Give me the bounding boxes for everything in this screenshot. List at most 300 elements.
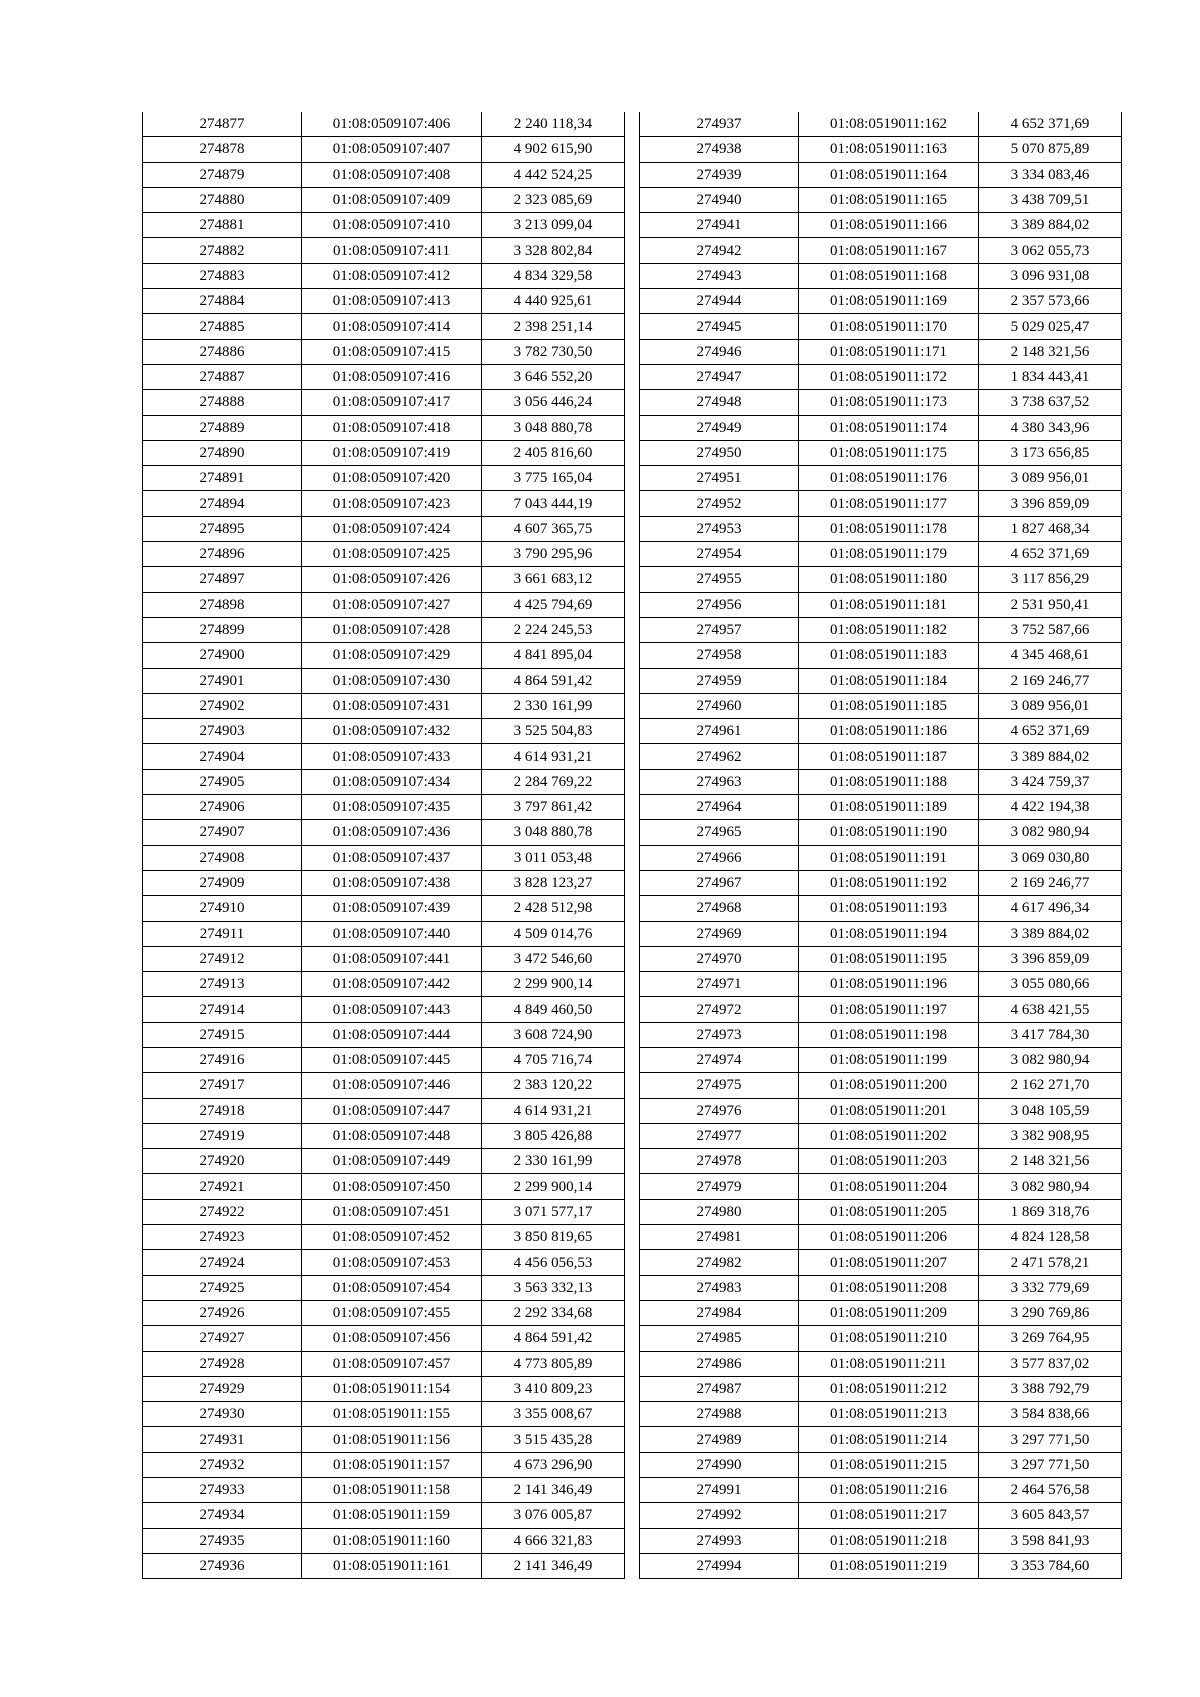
row-number-cell: 274885 [143,314,302,339]
cadastral-number-cell: 01:08:0509107:448 [302,1123,482,1148]
value-cell: 3 332 779,69 [979,1275,1122,1300]
row-number-cell: 274939 [640,162,799,187]
value-cell: 3 396 859,09 [979,491,1122,516]
row-number-cell: 274934 [143,1503,302,1528]
row-number-cell: 274898 [143,592,302,617]
row-number-cell: 274915 [143,1022,302,1047]
cadastral-number-cell: 01:08:0509107:436 [302,820,482,845]
table-row [143,542,625,567]
cadastral-number-cell: 01:08:0509107:456 [302,1326,482,1351]
cadastral-number-cell: 01:08:0519011:208 [799,1275,979,1300]
row-number-cell: 274935 [143,1528,302,1553]
cadastral-number-cell: 01:08:0509107:455 [302,1300,482,1325]
cadastral-number-cell: 01:08:0509107:443 [302,997,482,1022]
row-number-cell: 274883 [143,263,302,288]
row-number-cell: 274921 [143,1174,302,1199]
cadastral-number-cell: 01:08:0509107:419 [302,440,482,465]
value-cell: 3 355 008,67 [482,1402,625,1427]
table-row [640,1174,1122,1199]
cadastral-number-cell: 01:08:0509107:412 [302,263,482,288]
cadastral-number-cell: 01:08:0509107:452 [302,1225,482,1250]
cadastral-number-cell: 01:08:0519011:215 [799,1452,979,1477]
cadastral-number-cell: 01:08:0519011:194 [799,921,979,946]
table-row [640,213,1122,238]
table-row [640,1199,1122,1224]
table-row [640,997,1122,1022]
row-number-cell: 274906 [143,795,302,820]
table-row [143,238,625,263]
value-cell: 3 082 980,94 [979,1047,1122,1072]
value-cell: 3 850 819,65 [482,1225,625,1250]
cadastral-number-cell: 01:08:0519011:169 [799,289,979,314]
value-cell: 2 323 085,69 [482,187,625,212]
row-number-cell: 274951 [640,466,799,491]
row-number-cell: 274917 [143,1073,302,1098]
row-number-cell: 274941 [640,213,799,238]
table-row [143,491,625,516]
table-row [143,845,625,870]
cadastral-number-cell: 01:08:0519011:190 [799,820,979,845]
value-cell: 3 353 784,60 [979,1553,1122,1578]
table-row [143,1452,625,1477]
table-row [143,1376,625,1401]
row-number-cell: 274958 [640,643,799,668]
value-cell: 3 173 656,85 [979,440,1122,465]
row-number-cell: 274963 [640,769,799,794]
table-row [640,263,1122,288]
table-row [143,1478,625,1503]
table-row [143,972,625,997]
row-number-cell: 274922 [143,1199,302,1224]
row-number-cell: 274908 [143,845,302,870]
row-number-cell: 274973 [640,1022,799,1047]
table-row [143,744,625,769]
value-cell: 3 082 980,94 [979,820,1122,845]
value-cell: 2 471 578,21 [979,1250,1122,1275]
value-cell: 5 070 875,89 [979,137,1122,162]
table-row [143,567,625,592]
value-cell: 4 841 895,04 [482,643,625,668]
row-number-cell: 274953 [640,516,799,541]
value-cell: 2 330 161,99 [482,1149,625,1174]
value-cell: 3 790 295,96 [482,542,625,567]
row-number-cell: 274902 [143,693,302,718]
value-cell: 3 472 546,60 [482,946,625,971]
row-number-cell: 274882 [143,238,302,263]
row-number-cell: 274974 [640,1047,799,1072]
row-number-cell: 274925 [143,1275,302,1300]
table-row [640,1553,1122,1578]
row-number-cell: 274969 [640,921,799,946]
table-row [640,1326,1122,1351]
value-cell: 4 607 365,75 [482,516,625,541]
cadastral-number-cell: 01:08:0509107:426 [302,567,482,592]
cadastral-number-cell: 01:08:0519011:174 [799,415,979,440]
value-cell: 4 422 194,38 [979,795,1122,820]
row-number-cell: 274972 [640,997,799,1022]
cadastral-number-cell: 01:08:0519011:185 [799,693,979,718]
table-row [143,592,625,617]
value-cell: 3 389 884,02 [979,921,1122,946]
table-row [143,769,625,794]
cadastral-number-cell: 01:08:0519011:211 [799,1351,979,1376]
cadastral-number-cell: 01:08:0509107:441 [302,946,482,971]
table-row [640,1225,1122,1250]
cadastral-number-cell: 01:08:0519011:162 [799,112,979,137]
table-row [143,314,625,339]
table-row [640,137,1122,162]
table-row [143,1528,625,1553]
value-cell: 3 563 332,13 [482,1275,625,1300]
row-number-cell: 274957 [640,617,799,642]
row-number-cell: 274988 [640,1402,799,1427]
table-row [143,1225,625,1250]
row-number-cell: 274983 [640,1275,799,1300]
cadastral-number-cell: 01:08:0519011:199 [799,1047,979,1072]
value-cell: 5 029 025,47 [979,314,1122,339]
value-cell: 3 089 956,01 [979,693,1122,718]
cadastral-number-cell: 01:08:0519011:218 [799,1528,979,1553]
value-cell: 3 515 435,28 [482,1427,625,1452]
cadastral-number-cell: 01:08:0509107:418 [302,415,482,440]
value-cell: 2 240 118,34 [482,112,625,137]
cadastral-number-cell: 01:08:0519011:205 [799,1199,979,1224]
table-row [640,1376,1122,1401]
value-cell: 3 417 784,30 [979,1022,1122,1047]
row-number-cell: 274982 [640,1250,799,1275]
table-body [640,112,1122,1579]
value-cell: 3 438 709,51 [979,187,1122,212]
value-cell: 4 652 371,69 [979,719,1122,744]
cadastral-number-cell: 01:08:0519011:209 [799,1300,979,1325]
row-number-cell: 274950 [640,440,799,465]
row-number-cell: 274949 [640,415,799,440]
value-cell: 3 213 099,04 [482,213,625,238]
value-cell: 3 424 759,37 [979,769,1122,794]
cadastral-number-cell: 01:08:0519011:212 [799,1376,979,1401]
table-row [640,1275,1122,1300]
table-row [640,289,1122,314]
value-cell: 3 389 884,02 [979,213,1122,238]
cadastral-number-cell: 01:08:0519011:201 [799,1098,979,1123]
row-number-cell: 274910 [143,896,302,921]
row-number-cell: 274975 [640,1073,799,1098]
table-row [640,693,1122,718]
cadastral-number-cell: 01:08:0519011:170 [799,314,979,339]
row-number-cell: 274916 [143,1047,302,1072]
table-row [143,364,625,389]
value-cell: 3 297 771,50 [979,1452,1122,1477]
table-row [640,1123,1122,1148]
cadastral-number-cell: 01:08:0509107:424 [302,516,482,541]
row-number-cell: 274948 [640,390,799,415]
value-cell: 3 071 577,17 [482,1199,625,1224]
cadastral-number-cell: 01:08:0519011:182 [799,617,979,642]
row-number-cell: 274979 [640,1174,799,1199]
row-number-cell: 274945 [640,314,799,339]
cadastral-number-cell: 01:08:0519011:183 [799,643,979,668]
table-row [143,263,625,288]
cadastral-number-cell: 01:08:0509107:432 [302,719,482,744]
value-cell: 3 048 105,59 [979,1098,1122,1123]
table-row [640,972,1122,997]
cadastral-number-cell: 01:08:0509107:433 [302,744,482,769]
cadastral-number-cell: 01:08:0509107:457 [302,1351,482,1376]
cadastral-number-cell: 01:08:0519011:217 [799,1503,979,1528]
value-cell: 3 076 005,87 [482,1503,625,1528]
row-number-cell: 274937 [640,112,799,137]
row-number-cell: 274919 [143,1123,302,1148]
row-number-cell: 274961 [640,719,799,744]
cadastral-number-cell: 01:08:0509107:440 [302,921,482,946]
value-cell: 4 773 805,89 [482,1351,625,1376]
table-row [640,1022,1122,1047]
value-cell: 3 388 792,79 [979,1376,1122,1401]
value-cell: 3 608 724,90 [482,1022,625,1047]
row-number-cell: 274911 [143,921,302,946]
value-cell: 3 117 856,29 [979,567,1122,592]
value-cell: 2 405 816,60 [482,440,625,465]
row-number-cell: 274992 [640,1503,799,1528]
row-number-cell: 274886 [143,339,302,364]
table-row [143,415,625,440]
table-row [640,795,1122,820]
cadastral-number-cell: 01:08:0509107:446 [302,1073,482,1098]
cadastral-number-cell: 01:08:0509107:410 [302,213,482,238]
row-number-cell: 274931 [143,1427,302,1452]
table-row [640,516,1122,541]
row-number-cell: 274927 [143,1326,302,1351]
cadastral-number-cell: 01:08:0509107:434 [302,769,482,794]
row-number-cell: 274955 [640,567,799,592]
row-number-cell: 274884 [143,289,302,314]
cadastral-number-cell: 01:08:0509107:411 [302,238,482,263]
cadastral-number-cell: 01:08:0519011:180 [799,567,979,592]
table-row [640,1098,1122,1123]
table-row [143,1503,625,1528]
row-number-cell: 274971 [640,972,799,997]
row-number-cell: 274994 [640,1553,799,1578]
cadastral-number-cell: 01:08:0519011:168 [799,263,979,288]
row-number-cell: 274901 [143,668,302,693]
row-number-cell: 274946 [640,339,799,364]
value-cell: 3 290 769,86 [979,1300,1122,1325]
value-cell: 3 089 956,01 [979,466,1122,491]
row-number-cell: 274954 [640,542,799,567]
row-number-cell: 274966 [640,845,799,870]
value-cell: 4 345 468,61 [979,643,1122,668]
table-row [640,1427,1122,1452]
table-row [640,1351,1122,1376]
value-cell: 4 834 329,58 [482,263,625,288]
row-number-cell: 274933 [143,1478,302,1503]
row-number-cell: 274990 [640,1452,799,1477]
table-row [143,1326,625,1351]
value-cell: 2 169 246,77 [979,870,1122,895]
cadastral-number-cell: 01:08:0509107:453 [302,1250,482,1275]
cadastral-number-cell: 01:08:0519011:187 [799,744,979,769]
cadastral-number-cell: 01:08:0519011:181 [799,592,979,617]
row-number-cell: 274894 [143,491,302,516]
cadastral-number-cell: 01:08:0509107:416 [302,364,482,389]
row-number-cell: 274900 [143,643,302,668]
row-number-cell: 274897 [143,567,302,592]
table-row [143,1250,625,1275]
value-cell: 4 849 460,50 [482,997,625,1022]
table-row [640,820,1122,845]
row-number-cell: 274940 [640,187,799,212]
cadastral-number-cell: 01:08:0509107:427 [302,592,482,617]
cadastral-number-cell: 01:08:0519011:203 [799,1149,979,1174]
cadastral-number-cell: 01:08:0519011:160 [302,1528,482,1553]
value-cell: 2 330 161,99 [482,693,625,718]
table-row [640,719,1122,744]
row-number-cell: 274991 [640,1478,799,1503]
table-row [640,643,1122,668]
cadastral-number-cell: 01:08:0509107:415 [302,339,482,364]
value-cell: 4 442 524,25 [482,162,625,187]
row-number-cell: 274929 [143,1376,302,1401]
cadastral-number-cell: 01:08:0519011:159 [302,1503,482,1528]
cadastral-number-cell: 01:08:0509107:438 [302,870,482,895]
row-number-cell: 274918 [143,1098,302,1123]
value-cell: 3 661 683,12 [482,567,625,592]
cadastral-number-cell: 01:08:0519011:193 [799,896,979,921]
table-row [640,1478,1122,1503]
row-number-cell: 274968 [640,896,799,921]
value-cell: 3 269 764,95 [979,1326,1122,1351]
cadastral-number-cell: 01:08:0519011:197 [799,997,979,1022]
row-number-cell: 274881 [143,213,302,238]
value-cell: 1 827 468,34 [979,516,1122,541]
row-number-cell: 274913 [143,972,302,997]
value-cell: 3 096 931,08 [979,263,1122,288]
cadastral-number-cell: 01:08:0519011:175 [799,440,979,465]
cadastral-number-cell: 01:08:0509107:423 [302,491,482,516]
row-number-cell: 274976 [640,1098,799,1123]
table-row [143,1098,625,1123]
table-row [640,1402,1122,1427]
cadastral-number-cell: 01:08:0509107:435 [302,795,482,820]
value-cell: 4 652 371,69 [979,542,1122,567]
table-right [639,112,1122,1579]
value-cell: 4 705 716,74 [482,1047,625,1072]
value-cell: 3 048 880,78 [482,820,625,845]
value-cell: 2 428 512,98 [482,896,625,921]
table-row [640,946,1122,971]
cadastral-number-cell: 01:08:0509107:414 [302,314,482,339]
cadastral-number-cell: 01:08:0519011:204 [799,1174,979,1199]
row-number-cell: 274987 [640,1376,799,1401]
cadastral-number-cell: 01:08:0519011:167 [799,238,979,263]
row-number-cell: 274989 [640,1427,799,1452]
cadastral-number-cell: 01:08:0509107:444 [302,1022,482,1047]
value-cell: 3 805 426,88 [482,1123,625,1148]
cadastral-number-cell: 01:08:0519011:156 [302,1427,482,1452]
cadastral-number-cell: 01:08:0509107:406 [302,112,482,137]
row-number-cell: 274920 [143,1149,302,1174]
table-row [143,137,625,162]
cadastral-number-cell: 01:08:0519011:157 [302,1452,482,1477]
row-number-cell: 274960 [640,693,799,718]
row-number-cell: 274964 [640,795,799,820]
row-number-cell: 274962 [640,744,799,769]
cadastral-number-cell: 01:08:0509107:442 [302,972,482,997]
value-cell: 3 048 880,78 [482,415,625,440]
value-cell: 4 380 343,96 [979,415,1122,440]
row-number-cell: 274888 [143,390,302,415]
value-cell: 4 614 931,21 [482,1098,625,1123]
cadastral-number-cell: 01:08:0519011:164 [799,162,979,187]
table-row [143,719,625,744]
table-row [143,668,625,693]
row-number-cell: 274914 [143,997,302,1022]
value-cell: 7 043 444,19 [482,491,625,516]
cadastral-number-cell: 01:08:0519011:198 [799,1022,979,1047]
table-row [640,415,1122,440]
cadastral-number-cell: 01:08:0509107:429 [302,643,482,668]
table-row [143,187,625,212]
table-row [143,289,625,314]
row-number-cell: 274878 [143,137,302,162]
table-row [640,567,1122,592]
cadastral-number-cell: 01:08:0509107:420 [302,466,482,491]
row-number-cell: 274877 [143,112,302,137]
table-row [143,339,625,364]
cadastral-number-cell: 01:08:0509107:409 [302,187,482,212]
value-cell: 3 410 809,23 [482,1376,625,1401]
table-row [143,1351,625,1376]
cadastral-number-cell: 01:08:0509107:454 [302,1275,482,1300]
row-number-cell: 274887 [143,364,302,389]
value-cell: 4 617 496,34 [979,896,1122,921]
row-number-cell: 274977 [640,1123,799,1148]
value-cell: 4 864 591,42 [482,668,625,693]
cadastral-number-cell: 01:08:0519011:195 [799,946,979,971]
table-row [640,314,1122,339]
table-row [640,769,1122,794]
row-number-cell: 274970 [640,946,799,971]
value-cell: 4 509 014,76 [482,921,625,946]
cadastral-number-cell: 01:08:0519011:202 [799,1123,979,1148]
table-row [640,1149,1122,1174]
value-cell: 1 834 443,41 [979,364,1122,389]
table-row [143,1199,625,1224]
row-number-cell: 274889 [143,415,302,440]
table-row [143,1300,625,1325]
table-row [640,339,1122,364]
value-cell: 3 646 552,20 [482,364,625,389]
cadastral-number-cell: 01:08:0509107:407 [302,137,482,162]
table-row [640,845,1122,870]
table-row [640,1528,1122,1553]
table-row [640,466,1122,491]
table-row [640,112,1122,137]
row-number-cell: 274993 [640,1528,799,1553]
row-number-cell: 274880 [143,187,302,212]
table-row [640,896,1122,921]
value-cell: 3 011 053,48 [482,845,625,870]
value-cell: 3 584 838,66 [979,1402,1122,1427]
table-row [143,870,625,895]
table-row [640,668,1122,693]
row-number-cell: 274879 [143,162,302,187]
value-cell: 4 902 615,90 [482,137,625,162]
value-cell: 3 062 055,73 [979,238,1122,263]
value-cell: 3 598 841,93 [979,1528,1122,1553]
table-row [640,364,1122,389]
row-number-cell: 274895 [143,516,302,541]
